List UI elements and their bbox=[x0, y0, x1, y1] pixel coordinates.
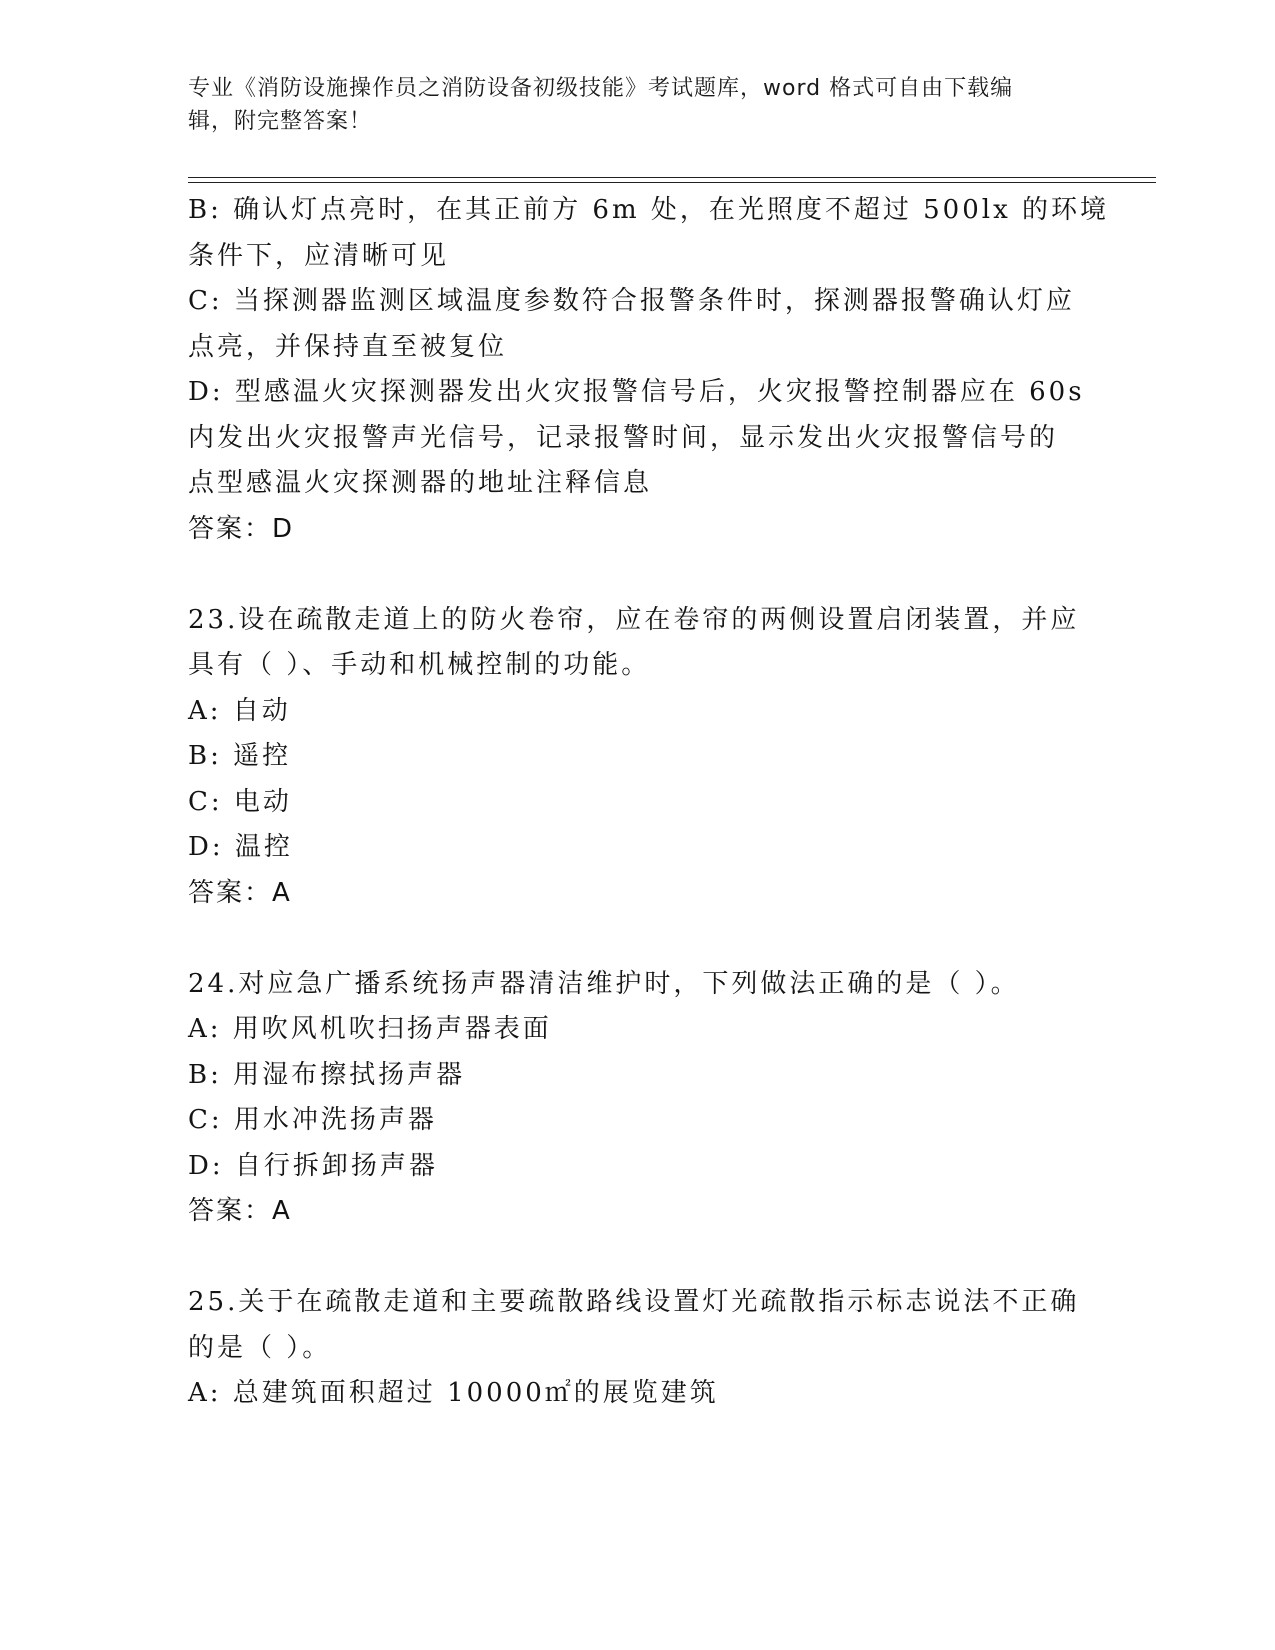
answer-key: 答案：D bbox=[188, 513, 295, 544]
option-text-line: C: 用水冲洗扬声器 bbox=[188, 1105, 437, 1135]
option-text-line: D: 温控 bbox=[188, 832, 293, 862]
answer-option bbox=[188, 689, 1078, 735]
question-block-q25 bbox=[188, 1235, 1078, 1417]
question-block-q24 bbox=[188, 916, 1078, 1235]
answer-option bbox=[188, 825, 1078, 871]
question-text-line: 24.对应急广播系统扬声器清洁维护时，下列做法正确的是（ ）。 bbox=[188, 968, 1020, 999]
header-line-1: 专业《消防设施操作员之消防设备初级技能》考试题库，word 格式可自由下载编 bbox=[188, 76, 1014, 101]
question-text-line: 25.关于在疏散走道和主要疏散路线设置灯光疏散指示标志说法不正确 bbox=[188, 1287, 1080, 1317]
option-text-line: D: 自行拆卸扬声器 bbox=[188, 1150, 438, 1181]
answer-option bbox=[188, 370, 1085, 507]
question-text-line: 的是（ ）。 bbox=[188, 1332, 332, 1363]
answer-option bbox=[188, 1144, 1078, 1190]
answer-option bbox=[188, 780, 1078, 826]
answer-option bbox=[188, 1371, 1078, 1417]
option-text-line: B: 用湿布擦拭扬声器 bbox=[188, 1059, 466, 1090]
option-text-line: A: 总建筑面积超过 10000㎡的展览建筑 bbox=[188, 1378, 719, 1408]
option-text-line: 点型感温火灾探测器的地址注释信息 bbox=[188, 468, 653, 498]
option-text-line: B: 遥控 bbox=[188, 741, 292, 771]
question-content bbox=[188, 188, 1109, 1417]
answer-key: 答案：A bbox=[188, 877, 292, 908]
block-spacer bbox=[188, 916, 1078, 962]
question-text-line: 具有（ ）、手动和机械控制的功能。 bbox=[188, 650, 651, 680]
document-header bbox=[188, 72, 1088, 138]
option-text-line: B: 确认灯点亮时，在其正前方 6m 处，在光照度不超过 500lx 的环境 bbox=[188, 195, 1109, 225]
option-text-line: 条件下，应清晰可见 bbox=[188, 240, 450, 271]
answer-option bbox=[188, 1053, 1078, 1099]
option-text-line: A: 用吹风机吹扫扬声器表面 bbox=[188, 1014, 552, 1044]
option-text-line: 点亮，并保持直至被复位 bbox=[188, 331, 508, 362]
answer-option bbox=[188, 1098, 1078, 1144]
option-text-line: D: 型感温火灾探测器发出火灾报警信号后，火灾报警控制器应在 60s bbox=[188, 377, 1085, 407]
option-text-line: 内发出火灾报警声光信号，记录报警时间，显示发出火灾报警信号的 bbox=[188, 422, 1059, 453]
answer-key: 答案：A bbox=[188, 1196, 292, 1226]
answer-option bbox=[188, 734, 1078, 780]
answer-option bbox=[188, 188, 1109, 279]
header-line-2: 辑，附完整答案！ bbox=[188, 109, 373, 134]
option-text-line: C: 电动 bbox=[188, 786, 292, 817]
option-text-line: A: 自动 bbox=[188, 695, 291, 726]
answer-option bbox=[188, 1007, 1078, 1053]
question-block-q22-tail bbox=[188, 188, 1109, 552]
header-rule-bottom bbox=[188, 182, 1156, 183]
option-text-line: C: 当探测器监测区域温度参数符合报警条件时，探测器报警确认灯应 bbox=[188, 286, 1075, 316]
question-block-q23 bbox=[188, 552, 1078, 916]
block-spacer bbox=[188, 552, 1078, 598]
answer-option bbox=[188, 279, 1078, 370]
question-text-line: 23.设在疏散走道上的防火卷帘，应在卷帘的两侧设置启闭装置，并应 bbox=[188, 604, 1080, 635]
block-spacer bbox=[188, 1235, 1078, 1281]
header-rule-top bbox=[188, 177, 1156, 178]
